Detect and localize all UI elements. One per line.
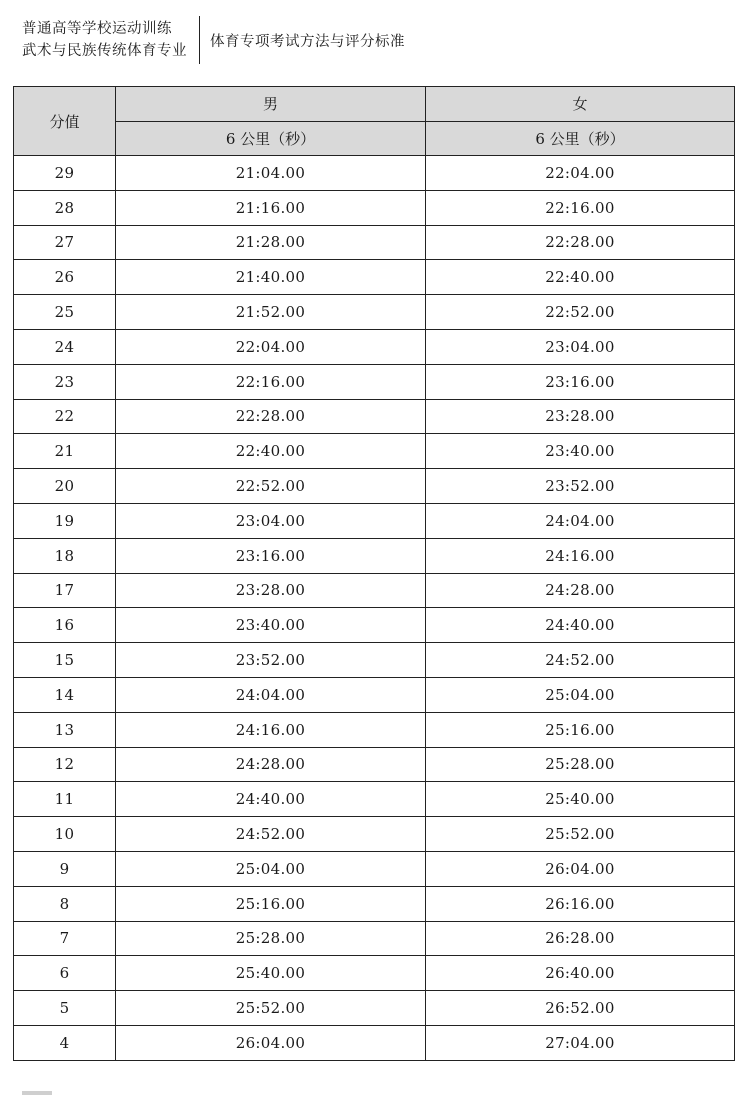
male-time-cell: 21:28.00 <box>116 225 426 260</box>
female-time-cell: 25:40.00 <box>426 782 735 817</box>
score-cell: 27 <box>14 225 116 260</box>
male-time-cell: 21:52.00 <box>116 295 426 330</box>
female-time-cell: 22:16.00 <box>426 190 735 225</box>
female-time-cell: 25:16.00 <box>426 712 735 747</box>
male-time-cell: 25:40.00 <box>116 956 426 991</box>
female-time-cell: 26:28.00 <box>426 921 735 956</box>
female-time-cell: 24:28.00 <box>426 573 735 608</box>
male-time-cell: 26:04.00 <box>116 1025 426 1060</box>
male-time-cell: 24:40.00 <box>116 782 426 817</box>
female-time-cell: 26:40.00 <box>426 956 735 991</box>
table-row <box>14 817 735 852</box>
score-cell: 19 <box>14 503 116 538</box>
male-time-cell: 23:40.00 <box>116 608 426 643</box>
score-cell: 25 <box>14 295 116 330</box>
male-time-cell: 25:04.00 <box>116 851 426 886</box>
score-cell: 28 <box>14 190 116 225</box>
male-time-cell: 23:04.00 <box>116 503 426 538</box>
score-cell: 24 <box>14 329 116 364</box>
score-cell: 22 <box>14 399 116 434</box>
score-cell: 16 <box>14 608 116 643</box>
score-cell: 21 <box>14 434 116 469</box>
score-cell: 4 <box>14 1025 116 1060</box>
male-time-cell: 25:28.00 <box>116 921 426 956</box>
table-row <box>14 295 735 330</box>
table-row <box>14 469 735 504</box>
female-time-cell: 25:52.00 <box>426 817 735 852</box>
table-row <box>14 399 735 434</box>
score-cell: 8 <box>14 886 116 921</box>
table-row <box>14 1025 735 1060</box>
table-row <box>14 260 735 295</box>
male-time-cell: 24:28.00 <box>116 747 426 782</box>
female-time-cell: 26:52.00 <box>426 991 735 1026</box>
male-time-cell: 22:28.00 <box>116 399 426 434</box>
score-cell: 26 <box>14 260 116 295</box>
score-cell: 9 <box>14 851 116 886</box>
header-right-title: 体育专项考试方法与评分标准 <box>210 34 405 50</box>
table-row <box>14 712 735 747</box>
header-line-2: 武术与民族传统体育专业 <box>22 43 187 59</box>
table-row <box>14 329 735 364</box>
female-time-cell: 25:04.00 <box>426 677 735 712</box>
male-time-cell: 25:52.00 <box>116 991 426 1026</box>
score-cell: 18 <box>14 538 116 573</box>
table-row <box>14 782 735 817</box>
female-time-cell: 23:40.00 <box>426 434 735 469</box>
female-time-cell: 22:04.00 <box>426 156 735 191</box>
female-time-cell: 22:40.00 <box>426 260 735 295</box>
header-row-2 <box>14 121 735 156</box>
table-head <box>14 87 735 156</box>
male-time-cell: 21:16.00 <box>116 190 426 225</box>
score-cell: 11 <box>14 782 116 817</box>
score-cell: 13 <box>14 712 116 747</box>
table-row <box>14 573 735 608</box>
female-time-cell: 25:28.00 <box>426 747 735 782</box>
score-cell: 7 <box>14 921 116 956</box>
male-time-cell: 22:52.00 <box>116 469 426 504</box>
male-time-cell: 21:04.00 <box>116 156 426 191</box>
header-line-1: 普通高等学校运动训练 <box>22 21 172 37</box>
male-time-cell: 23:52.00 <box>116 643 426 678</box>
female-time-cell: 26:16.00 <box>426 886 735 921</box>
table-row <box>14 991 735 1026</box>
score-cell: 14 <box>14 677 116 712</box>
header-left-block <box>22 14 199 66</box>
female-time-cell: 22:52.00 <box>426 295 735 330</box>
score-cell: 29 <box>14 156 116 191</box>
male-time-cell: 22:40.00 <box>116 434 426 469</box>
table-row <box>14 156 735 191</box>
female-time-cell: 24:16.00 <box>426 538 735 573</box>
page-header <box>22 14 405 66</box>
female-time-cell: 23:52.00 <box>426 469 735 504</box>
table-row <box>14 608 735 643</box>
table-row <box>14 851 735 886</box>
male-time-cell: 24:52.00 <box>116 817 426 852</box>
female-time-cell: 26:04.00 <box>426 851 735 886</box>
male-time-cell: 23:28.00 <box>116 573 426 608</box>
female-time-cell: 24:52.00 <box>426 643 735 678</box>
table-body <box>14 156 735 1061</box>
female-time-cell: 23:04.00 <box>426 329 735 364</box>
header-row-1 <box>14 87 735 122</box>
female-subheader: 6 公里（秒） <box>426 121 735 156</box>
score-cell: 23 <box>14 364 116 399</box>
female-column-header: 女 <box>426 87 735 122</box>
score-cell: 5 <box>14 991 116 1026</box>
female-time-cell: 23:28.00 <box>426 399 735 434</box>
male-time-cell: 23:16.00 <box>116 538 426 573</box>
female-time-cell: 22:28.00 <box>426 225 735 260</box>
score-cell: 10 <box>14 817 116 852</box>
male-time-cell: 22:04.00 <box>116 329 426 364</box>
table-row <box>14 956 735 991</box>
male-column-header: 男 <box>116 87 426 122</box>
male-time-cell: 21:40.00 <box>116 260 426 295</box>
male-time-cell: 25:16.00 <box>116 886 426 921</box>
table-row <box>14 643 735 678</box>
table-row <box>14 434 735 469</box>
male-subheader: 6 公里（秒） <box>116 121 426 156</box>
score-column-header: 分值 <box>14 87 116 156</box>
table-row <box>14 364 735 399</box>
table-row <box>14 921 735 956</box>
score-cell: 20 <box>14 469 116 504</box>
female-time-cell: 24:04.00 <box>426 503 735 538</box>
table-row <box>14 538 735 573</box>
score-table <box>13 86 735 1061</box>
score-cell: 6 <box>14 956 116 991</box>
page-footer-mark <box>22 1091 52 1095</box>
table-row <box>14 886 735 921</box>
male-time-cell: 22:16.00 <box>116 364 426 399</box>
female-time-cell: 24:40.00 <box>426 608 735 643</box>
female-time-cell: 27:04.00 <box>426 1025 735 1060</box>
score-cell: 17 <box>14 573 116 608</box>
male-time-cell: 24:16.00 <box>116 712 426 747</box>
table-row <box>14 503 735 538</box>
female-time-cell: 23:16.00 <box>426 364 735 399</box>
table-row <box>14 747 735 782</box>
score-cell: 15 <box>14 643 116 678</box>
table-row <box>14 677 735 712</box>
score-cell: 12 <box>14 747 116 782</box>
table-row <box>14 225 735 260</box>
male-time-cell: 24:04.00 <box>116 677 426 712</box>
score-table-container <box>13 86 734 1061</box>
table-row <box>14 190 735 225</box>
